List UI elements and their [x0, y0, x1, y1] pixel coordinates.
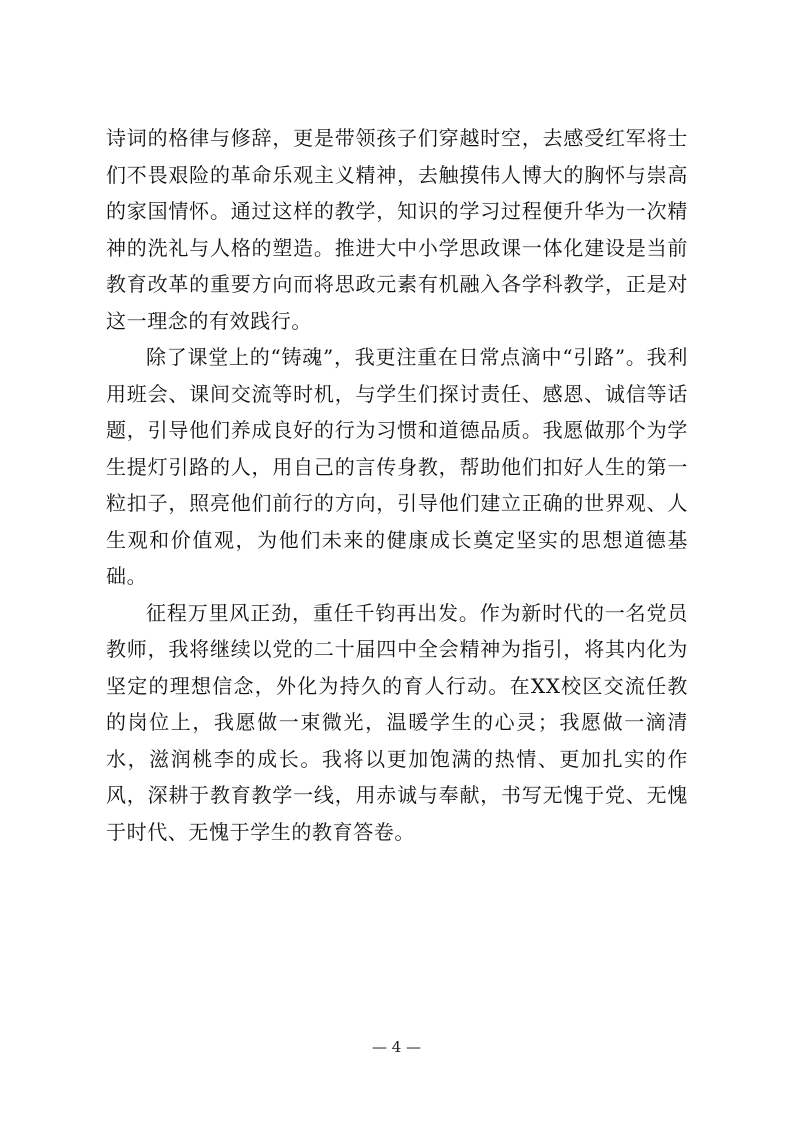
body-text	[106, 120, 688, 850]
paragraph-commitment: 征程万里风正劲，重任千钧再出发。作为新时代的一名党员教师，我将继续以党的二十届四中全会精神为指引，将其内化为坚定的理想信念，外化为持久的育人行动。在XX校区交流任教的岗位上，我愿做一束微光，温暖学生的心灵；我愿做一滴清水，滋润桃李的成长。我将以更加饱满的热情、更加扎实的作风，深耕于教育教学一线，用赤诚与奉献，书写无愧于党、无愧于时代、无愧于学生的教育答卷。	[106, 600, 688, 844]
page-number: — 4 —	[371, 1038, 422, 1056]
paragraph-continued: 诗词的格律与修辞，更是带领孩子们穿越时空，去感受红军将士们不畏艰险的革命乐观主义精神，去触摸伟人博大的胸怀与崇高的家国情怀。通过这样的教学，知识的学习过程便升华为一次精神的洗礼与人格的塑造。推进大中小学思政课一体化建设是当前教育改革的重要方向而将思政元素有机融入各学科教学，正是对这一理念的有效践行。	[106, 126, 688, 333]
paragraph-guidance: 除了课堂上的“铸魂”，我更注重在日常点滴中“引路”。我利用班会、课间交流等时机，与学生们探讨责任、感恩、诚信等话题，引导他们养成良好的行为习惯和道德品质。我愿做那个为学生提灯引路的人，用自己的言传身教，帮助他们扣好人生的第一粒扣子，照亮他们前行的方向，引导他们建立正确的世界观、人生观和价值观，为他们未来的健康成长奠定坚实的思想道德基础。	[106, 345, 688, 588]
